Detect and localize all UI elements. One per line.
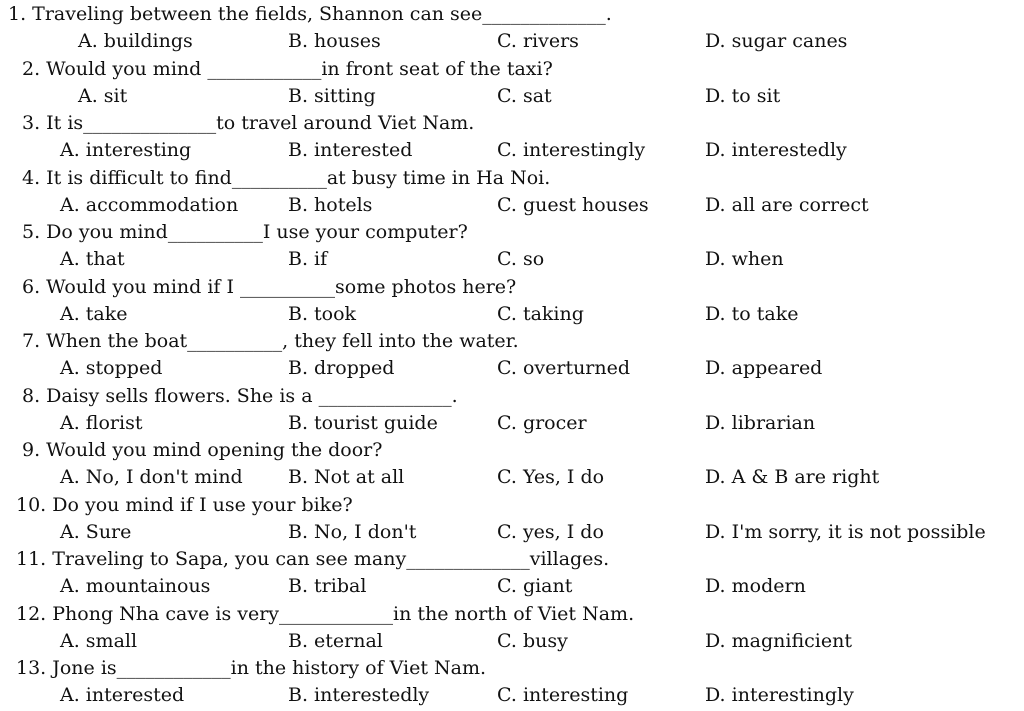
question-8-option-b: B. tourist guide xyxy=(288,411,438,434)
question-10-option-c: C. yes, I do xyxy=(497,520,604,543)
question-12: 12. Phong Nha cave is very____________in the north of Viet Nam. xyxy=(16,602,635,625)
question-6-option-d: D. to take xyxy=(705,302,799,325)
question-8: 8. Daisy sells flowers. She is a ______________. xyxy=(22,384,458,407)
question-3-option-b: B. interested xyxy=(288,139,413,161)
question-4-option-b: B. hotels xyxy=(288,193,373,216)
question-6: 6. Would you mind if I __________some photos here? xyxy=(22,275,517,298)
question-10-option-d: D. I'm sorry, it is not possible xyxy=(705,520,986,543)
question-4-option-d: D. all are correct xyxy=(705,193,869,216)
question-1: 1. Traveling between the fields, Shannon can see_____________. xyxy=(8,3,612,25)
question-13-option-a: A. interested xyxy=(60,684,185,706)
question-5-option-d: D. when xyxy=(705,248,784,270)
question-2-option-d: D. to sit xyxy=(705,84,781,107)
question-3: 3. It is______________to travel around Viet Nam. xyxy=(22,112,475,134)
question-1-option-a: A. buildings xyxy=(78,30,193,52)
question-9-option-a: A. No, I don't mind xyxy=(60,466,243,488)
question-2: 2. Would you mind ____________in front seat of the taxi? xyxy=(22,57,553,80)
question-7-option-a: A. stopped xyxy=(60,357,163,379)
question-6-option-b: B. took xyxy=(288,302,357,325)
question-13-option-d: D. interestingly xyxy=(705,684,854,706)
question-3-option-c: C. interestingly xyxy=(497,139,646,161)
question-9-option-d: D. A & B are right xyxy=(705,466,880,488)
question-12-option-b: B. eternal xyxy=(288,629,383,652)
question-5-option-b: B. if xyxy=(288,248,328,270)
question-9: 9. Would you mind opening the door? xyxy=(22,439,383,461)
question-2-option-a: A. sit xyxy=(78,84,128,107)
question-9-option-c: C. Yes, I do xyxy=(497,466,605,488)
question-1-option-d: D. sugar canes xyxy=(705,30,848,52)
question-2-option-c: C. sat xyxy=(497,84,552,107)
question-12-option-a: A. small xyxy=(60,629,138,652)
question-3-option-d: D. interestedly xyxy=(705,139,847,161)
question-4: 4. It is difficult to find__________at busy time in Ha Noi. xyxy=(22,166,551,189)
question-7-option-c: C. overturned xyxy=(497,357,631,379)
question-1-option-b: B. houses xyxy=(288,30,381,52)
question-4-option-c: C. guest houses xyxy=(497,193,649,216)
question-5-option-a: A. that xyxy=(60,248,125,270)
question-11: 11. Traveling to Sapa, you can see many_____________villages. xyxy=(16,548,610,570)
question-12-option-c: C. busy xyxy=(497,629,568,652)
question-5-option-c: C. so xyxy=(497,248,545,270)
question-7: 7. When the boat__________, they fell into the water. xyxy=(22,330,519,352)
question-9-option-b: B. Not at all xyxy=(288,466,405,488)
question-11-option-b: B. tribal xyxy=(288,575,367,597)
question-2-option-b: B. sitting xyxy=(288,84,376,107)
question-11-option-a: A. mountainous xyxy=(60,575,211,597)
question-7-option-b: B. dropped xyxy=(288,357,395,379)
question-13-option-b: B. interestedly xyxy=(288,684,430,706)
question-1-option-c: C. rivers xyxy=(497,30,579,52)
question-11-option-c: C. giant xyxy=(497,575,573,597)
question-6-option-a: A. take xyxy=(60,302,128,325)
question-10-option-b: B. No, I don't xyxy=(288,520,417,543)
question-10-option-a: A. Sure xyxy=(60,520,132,543)
question-8-option-a: A. florist xyxy=(60,411,143,434)
question-13: 13. Jone is____________in the history of Viet Nam. xyxy=(16,657,487,679)
question-8-option-d: D. librarian xyxy=(705,411,816,434)
question-5: 5. Do you mind__________I use your computer? xyxy=(22,221,468,243)
question-11-option-d: D. modern xyxy=(705,575,806,597)
question-3-option-a: A. interesting xyxy=(60,139,192,161)
question-6-option-c: C. taking xyxy=(497,302,584,325)
question-12-option-d: D. magnificient xyxy=(705,629,852,652)
question-8-option-c: C. grocer xyxy=(497,411,587,434)
question-4-option-a: A. accommodation xyxy=(60,193,239,216)
question-13-option-c: C. interesting xyxy=(497,684,629,706)
question-10: 10. Do you mind if I use your bike? xyxy=(16,493,353,516)
question-7-option-d: D. appeared xyxy=(705,357,823,379)
